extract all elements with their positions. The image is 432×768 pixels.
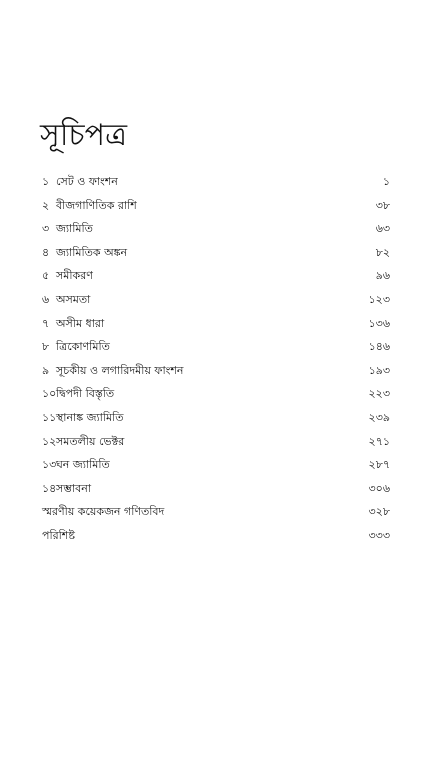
chapter-number: ৫ [42, 269, 50, 283]
chapter-number: ৭ [42, 316, 50, 330]
chapter-title: দ্বিপদী বিস্তৃতি [56, 387, 115, 401]
toc-row [42, 199, 390, 223]
page-number: ৩৮ [375, 198, 390, 212]
chapter-title: জ্যামিতি [56, 222, 93, 236]
chapter-title: সমীকরণ [56, 269, 93, 283]
page-number: ২২৩ [368, 387, 390, 401]
page-number: ৩২৮ [368, 505, 390, 519]
chapter-title: অসীম ধারা [56, 316, 105, 330]
toc-row [42, 529, 390, 553]
toc-row [42, 269, 390, 293]
chapter-number: ৬ [42, 292, 50, 306]
page-number: ২৮৭ [368, 458, 390, 472]
chapter-title: জ্যামিতিক অঙ্কন [56, 245, 128, 259]
toc-row [42, 411, 390, 435]
toc-row [42, 293, 390, 317]
page-number: ১ [382, 175, 390, 188]
toc-row [42, 482, 390, 506]
page-number: ৬৩ [375, 222, 390, 236]
page-number: ১৪৬ [368, 340, 390, 354]
toc-row [42, 364, 390, 388]
chapter-title: ঘন জ্যামিতি [56, 458, 110, 472]
appendix-title: স্মরণীয় কয়েকজন গণিতবিদ [42, 505, 165, 519]
chapter-number: ১১ [42, 410, 57, 424]
page-title: সূচিপত্র [40, 118, 127, 153]
page-number: ৩৩৩ [368, 528, 390, 542]
chapter-number: ৪ [42, 245, 50, 259]
toc-row [42, 222, 390, 246]
chapter-number: ৯ [42, 363, 50, 377]
table-of-contents [42, 175, 390, 553]
toc-row [42, 175, 390, 199]
page-number: ১৩৬ [368, 316, 390, 330]
appendix-title: পরিশিষ্ট [42, 528, 75, 542]
page-number: ১২৩ [368, 292, 390, 306]
chapter-title: সমতলীয় ভেক্টর [56, 434, 125, 448]
toc-row [42, 387, 390, 411]
chapter-number: ১২ [42, 434, 57, 448]
toc-row [42, 435, 390, 459]
page-number: ৯৬ [375, 269, 390, 283]
toc-row [42, 340, 390, 364]
toc-row [42, 317, 390, 341]
chapter-title: স্থানাঙ্ক জ্যামিতি [56, 410, 124, 424]
toc-row [42, 458, 390, 482]
chapter-title: বীজগাণিতিক রাশি [56, 198, 137, 212]
chapter-title: সেট ও ফাংশন [56, 175, 118, 188]
page-number: ৮২ [375, 245, 390, 259]
toc-row [42, 505, 390, 529]
chapter-number: ১ [42, 175, 50, 188]
toc-row [42, 246, 390, 270]
chapter-number: ১০ [42, 387, 57, 401]
chapter-number: ২ [42, 198, 50, 212]
chapter-number: ৮ [42, 340, 50, 354]
page-number: ২৩৯ [368, 410, 390, 424]
chapter-number: ৩ [42, 222, 50, 236]
chapter-title: অসমতা [56, 292, 91, 306]
page-number: ২৭১ [368, 434, 390, 448]
chapter-number: ১৪ [42, 481, 57, 495]
chapter-title: সূচকীয় ও লগারিদমীয় ফাংশন [56, 363, 184, 377]
page-number: ৩০৬ [368, 481, 390, 495]
chapter-number: ১৩ [42, 458, 57, 472]
chapter-title: সম্ভাবনা [56, 481, 92, 495]
chapter-title: ত্রিকোণমিতি [56, 340, 110, 354]
page-number: ১৯৩ [368, 363, 390, 377]
